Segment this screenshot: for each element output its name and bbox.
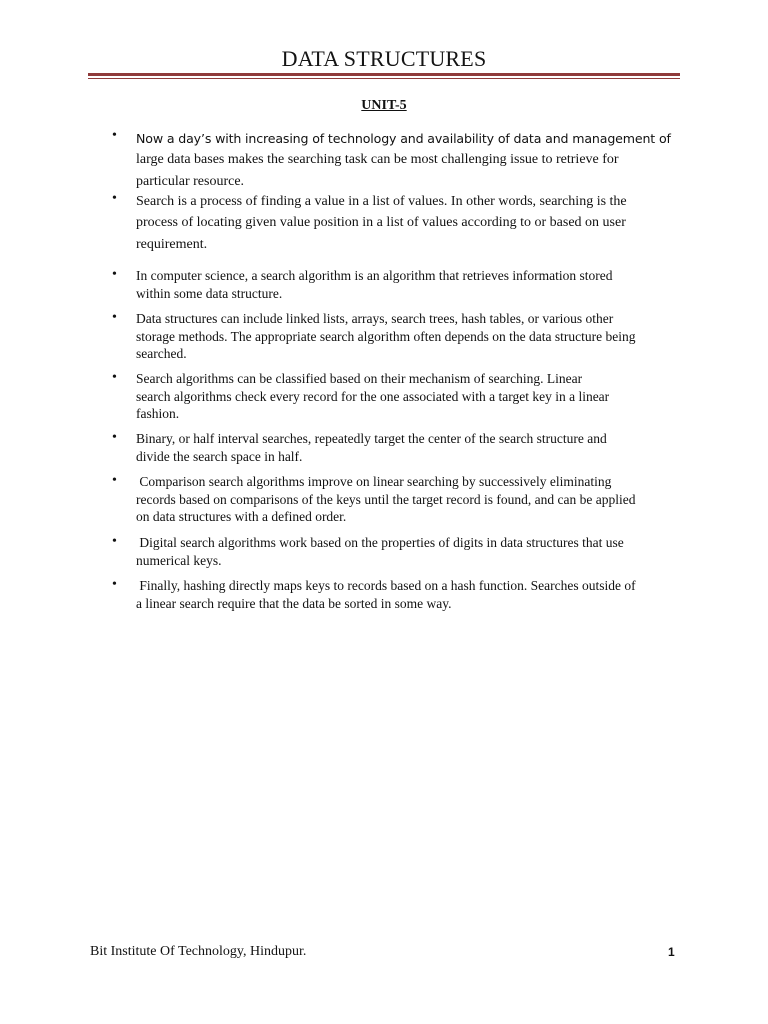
unit-heading: UNIT-5 [361,98,407,113]
bullet-line: on data structures with a defined order. [136,509,347,524]
bullet-text [136,191,681,255]
list-item [112,473,680,526]
bullet-line: a linear search require that the data be sorted in some way. [136,595,452,611]
bullet-icon: • [112,534,117,549]
list-item [112,370,680,423]
bullet-text [136,310,681,363]
list-item [112,577,680,612]
list-item [112,534,680,569]
bullet-line: Now a day’s with increasing of technology and availability of data and management of [136,131,671,146]
bullet-text [136,473,681,526]
bullet-line: particular resource. [136,173,245,189]
bullet-line: storage methods. The appropriate search algorithm often depends on the data structure being [136,328,636,344]
bullet-line: numerical keys. [136,552,222,568]
list-item [112,128,680,192]
bullet-text [136,267,681,302]
bullet-line: search algorithms check every record for the one associated with a target key in a linear [136,388,610,404]
bullet-line: Digital search algorithms work based on the properties of digits in data structures that use [136,535,624,550]
bullet-icon: • [112,430,117,445]
bullet-text [136,577,681,612]
bullet-line: Binary, or half interval searches, repeatedly target the center of the search structure and [136,431,607,446]
bullet-line: Search is a process of finding a value in a list of values. In other words, searching is the [136,194,627,209]
header-rule-thin [88,78,680,79]
list-item [112,267,680,302]
bullet-icon: • [112,577,117,592]
bullet-line: Data structures can include linked lists, arrays, search trees, hash tables, or various other [136,311,614,326]
footer-institute: Bit Institute Of Technology, Hindupur. [90,944,307,959]
bullet-line: requirement. [136,236,208,252]
bullet-line: records based on comparisons of the keys until the target record is found, and can be applied [136,491,636,507]
bullet-text [136,430,681,465]
bullet-line: fashion. [136,406,180,421]
page-title: DATA STRUCTURES [281,46,487,71]
page-number: 1 [668,945,675,959]
list-item [112,191,680,255]
bullet-line: within some data structure. [136,285,283,301]
bullet-icon: • [112,267,117,282]
bullet-text [136,370,681,423]
bullet-line: large data bases makes the searching task can be most challenging issue to retrieve for [136,152,619,168]
bullet-text [136,534,681,569]
bullet-line: divide the search space in half. [136,448,303,464]
bullet-icon: • [112,370,117,385]
list-item [112,430,680,465]
bullet-line: Search algorithms can be classified based on their mechanism of searching. Linear [136,371,583,386]
bullet-icon: • [112,191,117,206]
bullet-line: Finally, hashing directly maps keys to records based on a hash function. Searches outside of [136,578,636,593]
bullet-line: In computer science, a search algorithm is an algorithm that retrieves information stored [136,268,613,283]
bullet-line: searched. [136,346,187,361]
bullet-line: process of locating given value position in a list of values according to or based on user [136,215,626,231]
list-item [112,310,680,363]
bullet-icon: • [112,473,117,488]
bullet-icon: • [112,310,117,325]
bullet-line: Comparison search algorithms improve on linear searching by successively eliminating [136,474,612,489]
bullet-icon: • [112,128,117,143]
header-rule-thick [88,73,680,76]
bullet-text [136,128,681,192]
